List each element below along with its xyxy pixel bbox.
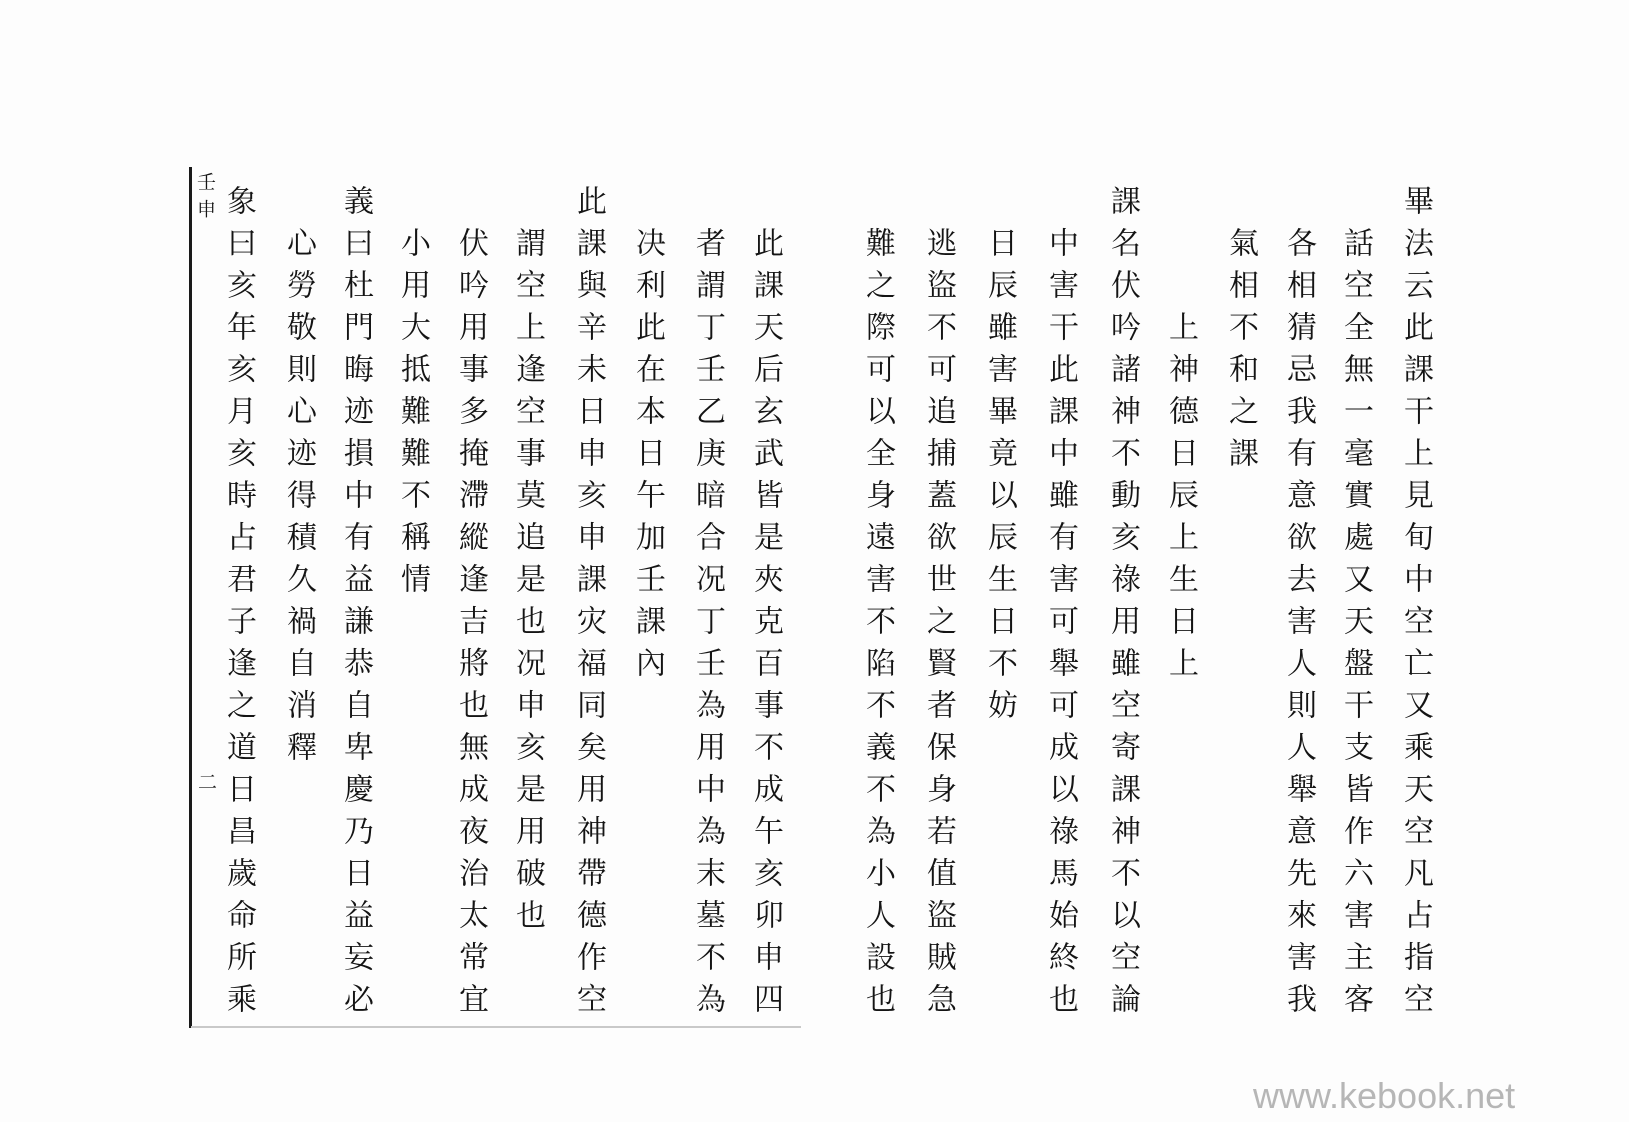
- text-column: 决利此在本日午加壬課內: [630, 227, 665, 689]
- page-number: 二: [195, 772, 217, 791]
- text-column: 此課天后玄武皆是夾克百事不成午亥卯申四: [748, 227, 783, 1025]
- text-column: 各相猜忌我有意欲去害人則人舉意先來害我: [1281, 227, 1316, 1025]
- text-column: 難之際可以全身遠害不陷不義不為小人設也: [860, 227, 895, 1025]
- text-column: 者謂丁壬乙庚暗合况丁壬為用中為末墓不為: [690, 227, 725, 1025]
- text-column: 象曰亥年亥月亥時占君子逢之道日昌歲命所乘: [221, 185, 256, 1025]
- text-column: 氣相不和之課: [1223, 227, 1258, 479]
- text-column: 課名伏吟諸神不動亥祿用雖空寄課神不以空論: [1105, 185, 1140, 1025]
- text-column: 話空全無一毫實處又天盤干支皆作六害主客: [1338, 227, 1373, 1025]
- text-column: 逃盜不可追捕蓋欲世之賢者保身若值盜賊急: [921, 227, 956, 1025]
- text-column: 此課與辛未日申亥申課灾福同矣用神帶德作空: [571, 185, 606, 1025]
- margin-heading: 壬申: [194, 172, 216, 226]
- text-column: 心勞敬則心迹得積久禍自消釋: [281, 227, 316, 773]
- text-column: 中害干此課中雖有害可舉可成以祿馬始終也: [1043, 227, 1078, 1025]
- text-column: 義曰杜門晦迹損中有益謙恭自卑慶乃日益妄必: [338, 185, 373, 1025]
- text-column: 小用大抵難難不稱情: [395, 227, 430, 605]
- text-column: 謂空上逢空事莫追是也况申亥是用破也: [510, 227, 545, 941]
- text-column: 畢法云此課干上見旬中空亡又乘天空凡占指空: [1398, 185, 1433, 1025]
- margin-border-line: [189, 167, 192, 1028]
- bottom-border-line: [191, 1026, 801, 1028]
- text-column: 日辰雖害畢竟以辰生日不妨: [982, 227, 1017, 731]
- text-column: 伏吟用事多掩滯縱逢吉將也無成夜治太常宜: [453, 227, 488, 1025]
- text-column: 上神德日辰上生日上: [1163, 311, 1198, 689]
- watermark: www.kebook.net: [1253, 1075, 1516, 1116]
